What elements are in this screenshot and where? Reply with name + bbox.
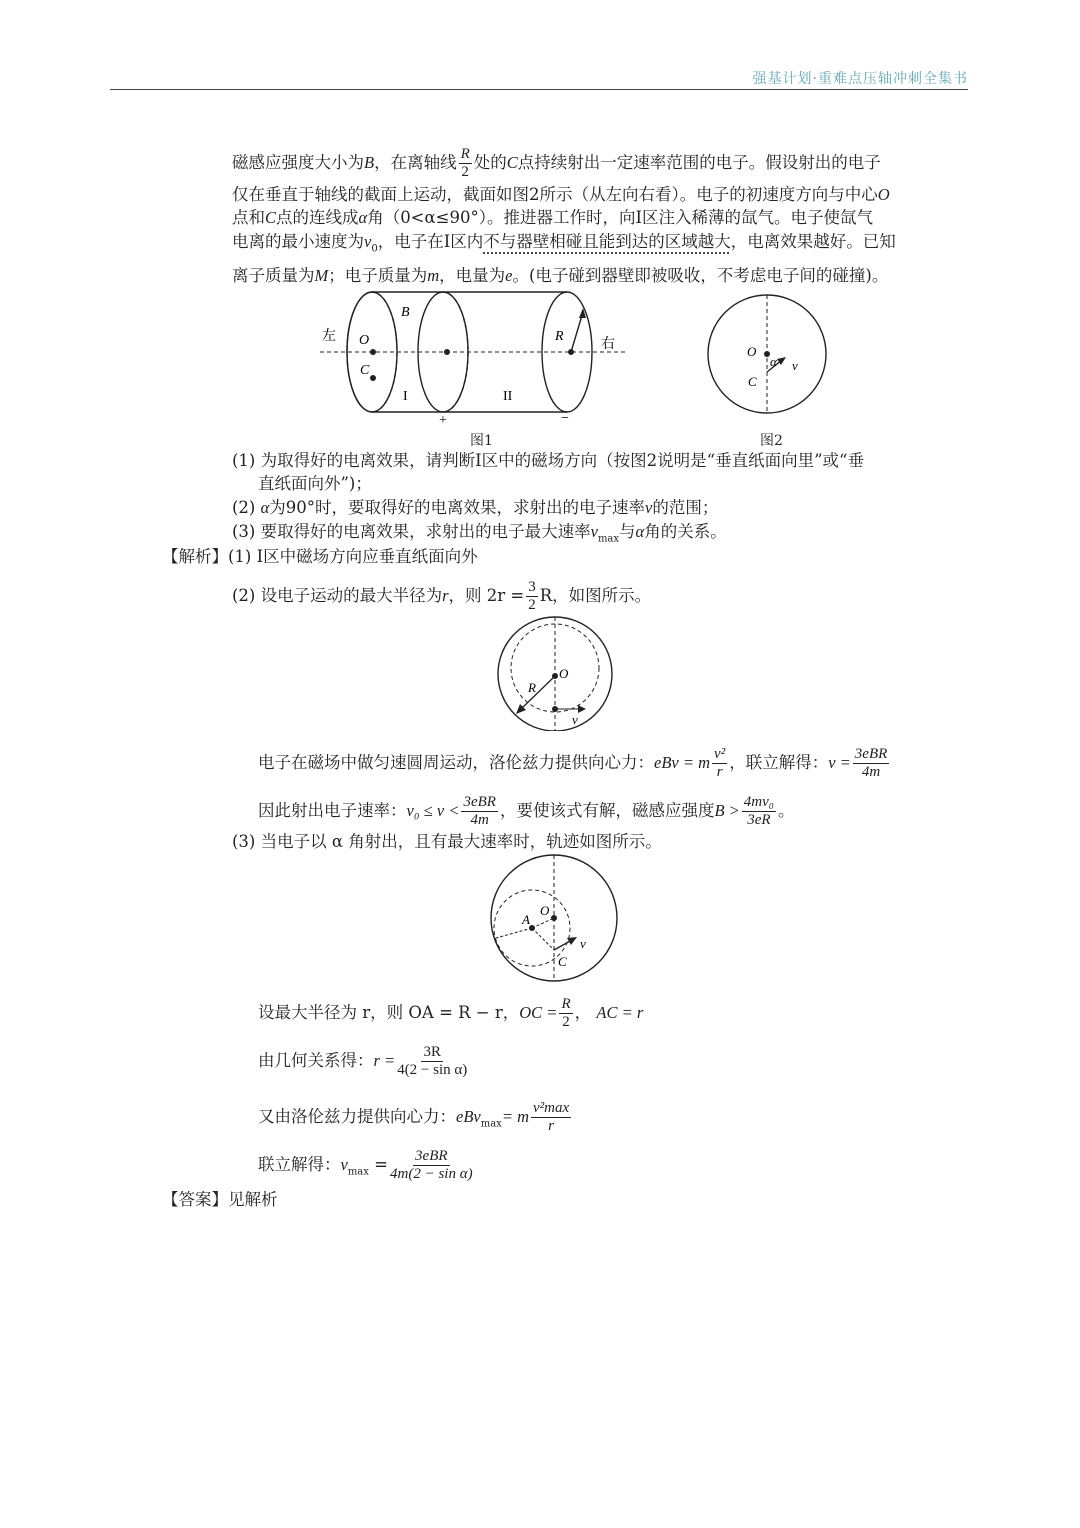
figure-3-trajectory bbox=[494, 616, 619, 731]
svg-text:A: A bbox=[522, 912, 530, 927]
svg-text:II: II bbox=[503, 389, 513, 404]
equation-lorentz-max: 又由洛伦兹力提供向心力：eBv$_{max}$= m v²max r bbox=[258, 1100, 570, 1134]
svg-text:−: − bbox=[561, 411, 569, 426]
problem-line-2: 仅在垂直于轴线的截面上运动，截面如图2所示（从左向右看）。电子的初速度方向与中心O bbox=[232, 185, 890, 204]
running-header: 强基计划·重难点压轴冲刺全集书 bbox=[752, 71, 968, 87]
svg-text:左: 左 bbox=[322, 329, 336, 344]
question-2: (2) α为90°时，要取得好的电离效果，求射出的电子速率v的范围； bbox=[232, 498, 719, 517]
equation-final: 联立解得：$v_{max}$ = 3eBR 4m(2 − sin α) bbox=[258, 1148, 473, 1182]
figure-1-caption: 图1 bbox=[470, 433, 493, 449]
answer-label: 【答案】 bbox=[162, 1190, 228, 1209]
svg-text:I: I bbox=[403, 389, 408, 404]
solution-label: 【解析】 bbox=[162, 547, 228, 566]
problem-line-3: 点和C点的连线成α角（0<α≤90°）。推进器工作时，向I区注入稀薄的氙气。电子使氙气 bbox=[232, 208, 873, 227]
svg-text:O: O bbox=[559, 666, 569, 681]
equation-velocity-range: 因此射出电子速率：v₀ ≤ v < 3eBR 4m ，要使该式有解，磁感应强度B > $\frac{\text{4mv₀}}{3eR}$ 。 bbox=[258, 794, 795, 828]
svg-text:O: O bbox=[747, 344, 757, 359]
question-3: (3) 要取得好的电离效果，求射出的电子最大速率$v_{max}$与α角的关系。 bbox=[232, 522, 727, 545]
figure-2-cross-section bbox=[700, 292, 840, 422]
svg-text:v: v bbox=[792, 358, 798, 373]
equation-geometry-2: 由几何关系得：r = $\frac{3R}{\text{4(2 − sin α)}}$ bbox=[258, 1044, 468, 1078]
svg-text:O: O bbox=[359, 333, 370, 348]
figure-1-cylinder bbox=[315, 288, 635, 428]
svg-text:R: R bbox=[555, 329, 564, 344]
problem-line-5: 离子质量为M；电子质量为m，电量为e。(电子碰到器壁即被吸收，不考虑电子间的碰撞)。 bbox=[232, 266, 889, 285]
svg-text:+: + bbox=[439, 413, 447, 428]
svg-text:v: v bbox=[572, 712, 578, 727]
question-1-cont: 直纸面向外”)； bbox=[258, 474, 372, 493]
solution-part-2: (2) 设电子运动的最大半径为r，则 2r = $\frac{3}{2}$ R，如图所示。 bbox=[232, 579, 652, 613]
svg-text:B: B bbox=[401, 305, 410, 320]
problem-line-4: 电离的最小速度为$v_0$，电子在I区内不与器壁相碰且能到达的区域越大，电离效果越好。已知 bbox=[232, 232, 896, 255]
figure-4-trajectory bbox=[488, 852, 623, 982]
svg-text:C: C bbox=[360, 363, 370, 378]
header-rule bbox=[110, 89, 968, 90]
solution-part-3: (3) 当电子以 α 角射出，且有最大速率时，轨迹如图所示。 bbox=[232, 832, 662, 851]
svg-text:C: C bbox=[748, 374, 757, 389]
figure-2-caption: 图2 bbox=[760, 433, 783, 449]
solution-part-1: 【解析】(1) I区中磁场方向应垂直纸面向外 bbox=[162, 547, 478, 566]
question-1: (1) 为取得好的电离效果，请判断I区中的磁场方向（按图2说明是“垂直纸面向里”或“垂 bbox=[232, 451, 864, 470]
answer: 【答案】见解析 bbox=[162, 1190, 278, 1209]
svg-text:v: v bbox=[580, 936, 586, 951]
svg-text:R: R bbox=[528, 680, 536, 695]
problem-line-1: 磁感应强度大小为B，在离轴线 $\frac{R}{2}$ 处的C点持续射出一定速率范围的电子。假设射出的电子 bbox=[232, 146, 881, 180]
svg-text:O: O bbox=[540, 903, 550, 918]
equation-geometry-1: 设最大半径为 r，则 OA = R − r，OC = $\frac{R}{2}$ ， AC = r bbox=[258, 996, 644, 1030]
svg-text:右: 右 bbox=[601, 337, 615, 352]
svg-text:C: C bbox=[558, 954, 567, 969]
equation-lorentz: 电子在磁场中做匀速圆周运动，洛伦兹力提供向心力：eBv = m $\frac{\text{v²}}{r}$ ，联立解得：v = 3eBR 4m bbox=[258, 746, 888, 780]
svg-text:α: α bbox=[770, 354, 777, 369]
